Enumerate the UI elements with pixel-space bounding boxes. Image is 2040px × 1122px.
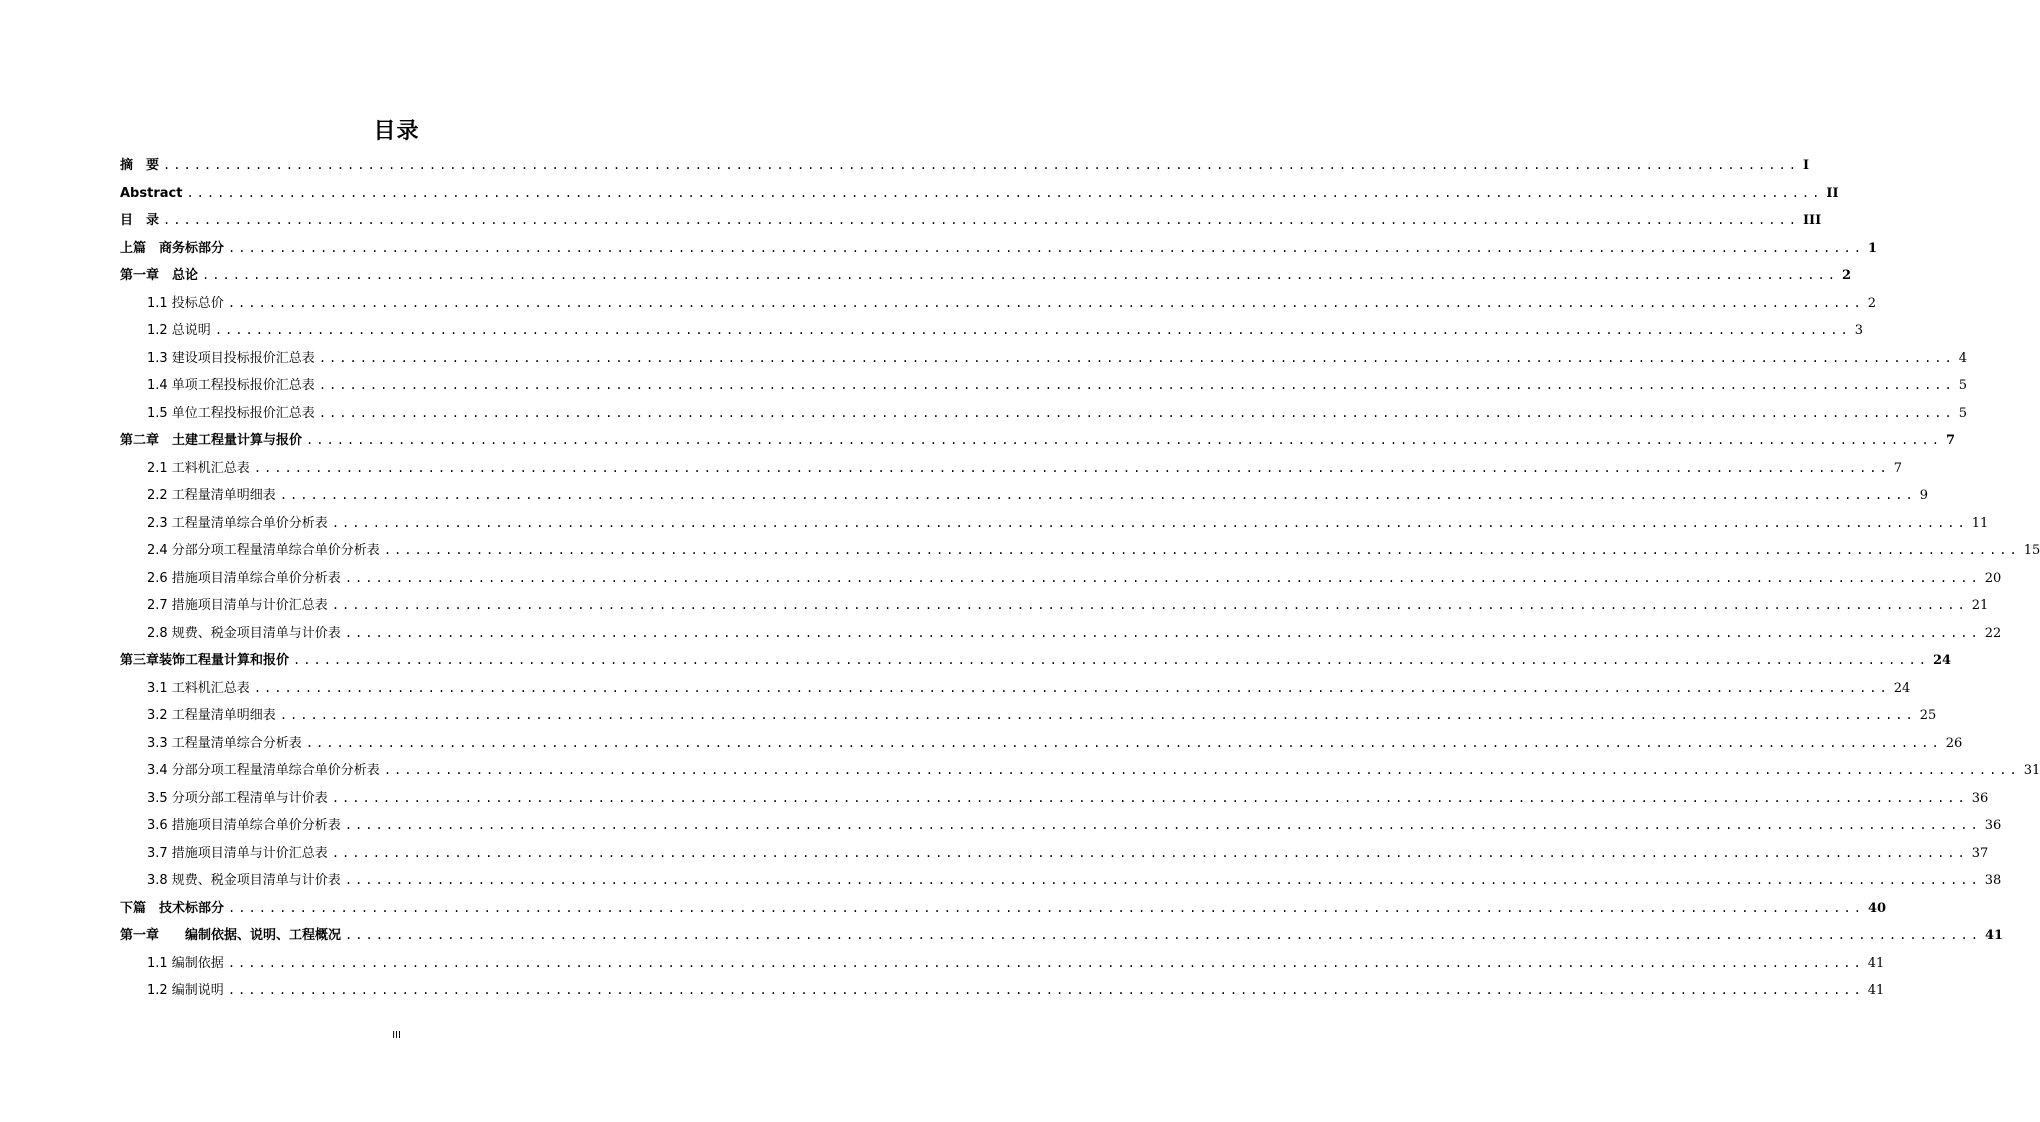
toc-entry-label: 2.6 措施项目清单综合单价分析表 <box>147 570 341 586</box>
toc-entry-page-number: 37 <box>1971 845 1989 861</box>
toc-entry-label: 3.5 分项分部工程清单与计价表 <box>147 790 328 806</box>
toc-entry-label: 3.7 措施项目清单与计价汇总表 <box>147 845 328 861</box>
toc-entry-label: Abstract <box>120 185 183 201</box>
toc-entry-page-number: 22 <box>1984 625 2002 641</box>
toc-entry-page-number: 41 <box>1867 983 1885 998</box>
toc-entry-page-number: 1 <box>1867 240 1877 256</box>
toc-entry-label: 2.8 规费、税金项目清单与计价表 <box>147 625 341 641</box>
toc-dot-leader: ................................................................................................................................................................ <box>306 433 1942 447</box>
toc-entry[interactable] <box>120 537 2040 565</box>
toc-entry[interactable] <box>120 812 2002 840</box>
toc-entry-page-number: 24 <box>1932 653 1952 668</box>
toc-entry-page-number: 2 <box>1867 295 1877 311</box>
toc-entry[interactable] <box>120 675 1911 703</box>
toc-dot-leader: ................................................................................................................................................................ <box>227 295 1864 310</box>
toc-entry[interactable] <box>120 510 1989 538</box>
toc-entry-page-number: 41 <box>1984 928 2004 943</box>
toc-entry-label: 1.5 单位工程投标报价汇总表 <box>147 405 315 421</box>
toc-entry[interactable] <box>120 180 1839 208</box>
toc-entry[interactable] <box>120 620 2002 648</box>
toc-dot-leader: ................................................................................................................................................................ <box>331 790 1968 805</box>
toc-entry[interactable] <box>120 867 2002 895</box>
toc-entry-page-number: 11 <box>1971 515 1989 531</box>
toc-dot-leader: ................................................................................................................................................................ <box>163 158 1799 172</box>
toc-entry[interactable] <box>120 977 1885 1005</box>
toc-entry[interactable] <box>120 235 1877 263</box>
toc-dot-leader: ................................................................................................................................................................ <box>344 818 1981 832</box>
toc-entry[interactable] <box>120 455 1903 483</box>
toc-entry-label: 3.2 工程量清单明细表 <box>147 708 276 723</box>
toc-dot-leader: ................................................................................................................................................................ <box>214 323 1851 337</box>
toc-entry[interactable] <box>120 785 1989 813</box>
toc-dot-leader: ................................................................................................................................................................ <box>344 570 1981 585</box>
toc-entry-label: 摘 要 <box>120 158 160 173</box>
toc-entry[interactable] <box>120 482 1929 510</box>
toc-entry-label: 2.2 工程量清单明细表 <box>147 488 276 503</box>
toc-entry[interactable] <box>120 317 1864 345</box>
toc-entry-page-number: 41 <box>1867 955 1885 971</box>
toc-entry[interactable] <box>120 647 1952 675</box>
toc-entry[interactable] <box>120 702 1937 730</box>
toc-entry-label: 3.1 工料机汇总表 <box>147 680 250 696</box>
toc-entry[interactable] <box>120 950 1885 978</box>
toc-dot-leader: ................................................................................................................................................................ <box>293 653 1929 667</box>
toc-entry[interactable] <box>120 290 1877 318</box>
toc-entry-label: 第二章 土建工程量计算与报价 <box>120 433 303 448</box>
toc-dot-leader: ................................................................................................................................................................ <box>253 460 1890 475</box>
toc-dot-leader: ................................................................................................................................................................ <box>279 488 1916 502</box>
toc-entry[interactable] <box>120 152 1810 180</box>
toc-dot-leader: ................................................................................................................................................................ <box>279 708 1916 722</box>
toc-entry-label: 下篇 技术标部分 <box>120 900 225 916</box>
toc-dot-leader: ................................................................................................................................................................ <box>344 625 1981 640</box>
table-of-contents <box>120 152 2040 1005</box>
toc-entry-page-number: 36 <box>1971 790 1989 806</box>
toc-entry-page-number: 5 <box>1958 378 1968 393</box>
toc-dot-leader: ................................................................................................................................................................ <box>305 735 1942 750</box>
toc-dot-leader: ................................................................................................................................................................ <box>227 983 1864 997</box>
toc-entry-page-number: 2 <box>1841 268 1851 283</box>
toc-entry-page-number: 24 <box>1893 680 1911 696</box>
toc-dot-leader: ................................................................................................................................................................ <box>383 763 2020 777</box>
toc-entry-label: 第三章装饰工程量计算和报价 <box>120 653 290 668</box>
toc-dot-leader: ................................................................................................................................................................ <box>228 240 1864 255</box>
page-number-footer: III <box>392 1030 401 1041</box>
toc-entry-page-number: 21 <box>1971 598 1989 613</box>
toc-dot-leader: ................................................................................................................................................................ <box>186 185 1823 200</box>
toc-entry-page-number: 20 <box>1984 570 2002 586</box>
toc-entry-label: 3.6 措施项目清单综合单价分析表 <box>147 818 341 833</box>
toc-entry-page-number: 15 <box>2023 543 2040 558</box>
toc-dot-leader: ................................................................................................................................................................ <box>318 378 1955 392</box>
toc-entry-label: 3.3 工程量清单综合分析表 <box>147 735 302 751</box>
toc-entry-page-number: II <box>1826 185 1839 201</box>
toc-entry-page-number: 7 <box>1893 460 1903 476</box>
toc-dot-leader: ................................................................................................................................................................ <box>345 928 1981 942</box>
toc-entry[interactable] <box>120 922 2004 950</box>
toc-dot-leader: ................................................................................................................................................................ <box>253 680 1890 695</box>
toc-entry-page-number: 4 <box>1958 350 1968 366</box>
toc-dot-leader: ................................................................................................................................................................ <box>318 405 1955 420</box>
toc-entry-label: 1.4 单项工程投标报价汇总表 <box>147 378 315 393</box>
toc-entry-page-number: 40 <box>1867 900 1887 916</box>
toc-entry[interactable] <box>120 840 1989 868</box>
toc-entry-page-number: 31 <box>2023 763 2040 778</box>
toc-dot-leader: ................................................................................................................................................................ <box>331 515 1968 530</box>
toc-dot-leader: ................................................................................................................................................................ <box>163 213 1799 227</box>
toc-entry-page-number: 7 <box>1945 433 1955 448</box>
toc-entry-label: 3.4 分部分项工程量清单综合单价分析表 <box>147 763 380 778</box>
toc-dot-leader: ................................................................................................................................................................ <box>344 873 1981 887</box>
toc-entry[interactable] <box>120 592 1989 620</box>
toc-entry[interactable] <box>120 895 1887 923</box>
toc-entry-page-number: 26 <box>1945 735 1963 751</box>
toc-entry-page-number: 3 <box>1854 323 1864 338</box>
toc-entry-label: 2.3 工程量清单综合单价分析表 <box>147 515 328 531</box>
toc-entry[interactable] <box>120 207 1822 235</box>
toc-dot-leader: ................................................................................................................................................................ <box>227 955 1864 970</box>
toc-entry[interactable] <box>120 730 1963 758</box>
toc-entry-label: 1.2 总说明 <box>147 323 211 338</box>
toc-entry-label: 目 录 <box>120 213 160 228</box>
toc-entry-label: 1.1 投标总价 <box>147 295 224 311</box>
toc-entry[interactable] <box>120 372 1968 400</box>
toc-entry-label: 2.1 工料机汇总表 <box>147 460 250 476</box>
toc-entry[interactable] <box>120 345 1968 373</box>
toc-entry-page-number: 5 <box>1958 405 1968 421</box>
toc-entry[interactable] <box>120 757 2040 785</box>
toc-entry[interactable] <box>120 565 2002 593</box>
toc-entry-label: 1.2 编制说明 <box>147 983 224 998</box>
toc-entry-label: 上篇 商务标部分 <box>120 240 225 256</box>
toc-entry-label: 第一章 总论 <box>120 268 199 283</box>
toc-entry-page-number: 25 <box>1919 708 1937 723</box>
toc-dot-leader: ................................................................................................................................................................ <box>202 268 1838 282</box>
toc-entry-page-number: I <box>1802 158 1810 173</box>
toc-entry-label: 2.7 措施项目清单与计价汇总表 <box>147 598 328 613</box>
toc-entry-page-number: 9 <box>1919 488 1929 503</box>
toc-entry-label: 第一章 编制依据、说明、工程概况 <box>120 928 342 943</box>
toc-entry-label: 1.1 编制依据 <box>147 955 224 971</box>
toc-entry-label: 3.8 规费、税金项目清单与计价表 <box>147 873 341 888</box>
toc-entry-label: 1.3 建设项目投标报价汇总表 <box>147 350 315 366</box>
toc-dot-leader: ................................................................................................................................................................ <box>228 900 1864 915</box>
toc-entry[interactable] <box>120 427 1955 455</box>
toc-entry-page-number: 36 <box>1984 818 2002 833</box>
toc-entry-page-number: 38 <box>1984 873 2002 888</box>
toc-dot-leader: ................................................................................................................................................................ <box>318 350 1955 365</box>
toc-dot-leader: ................................................................................................................................................................ <box>383 543 2020 557</box>
page-title: 目录 <box>373 119 420 144</box>
toc-entry-page-number: III <box>1802 213 1822 228</box>
toc-entry-label: 2.4 分部分项工程量清单综合单价分析表 <box>147 543 380 558</box>
toc-dot-leader: ................................................................................................................................................................ <box>331 598 1968 612</box>
toc-dot-leader: ................................................................................................................................................................ <box>331 845 1968 860</box>
toc-entry[interactable] <box>120 400 1968 428</box>
toc-entry[interactable] <box>120 262 1851 290</box>
